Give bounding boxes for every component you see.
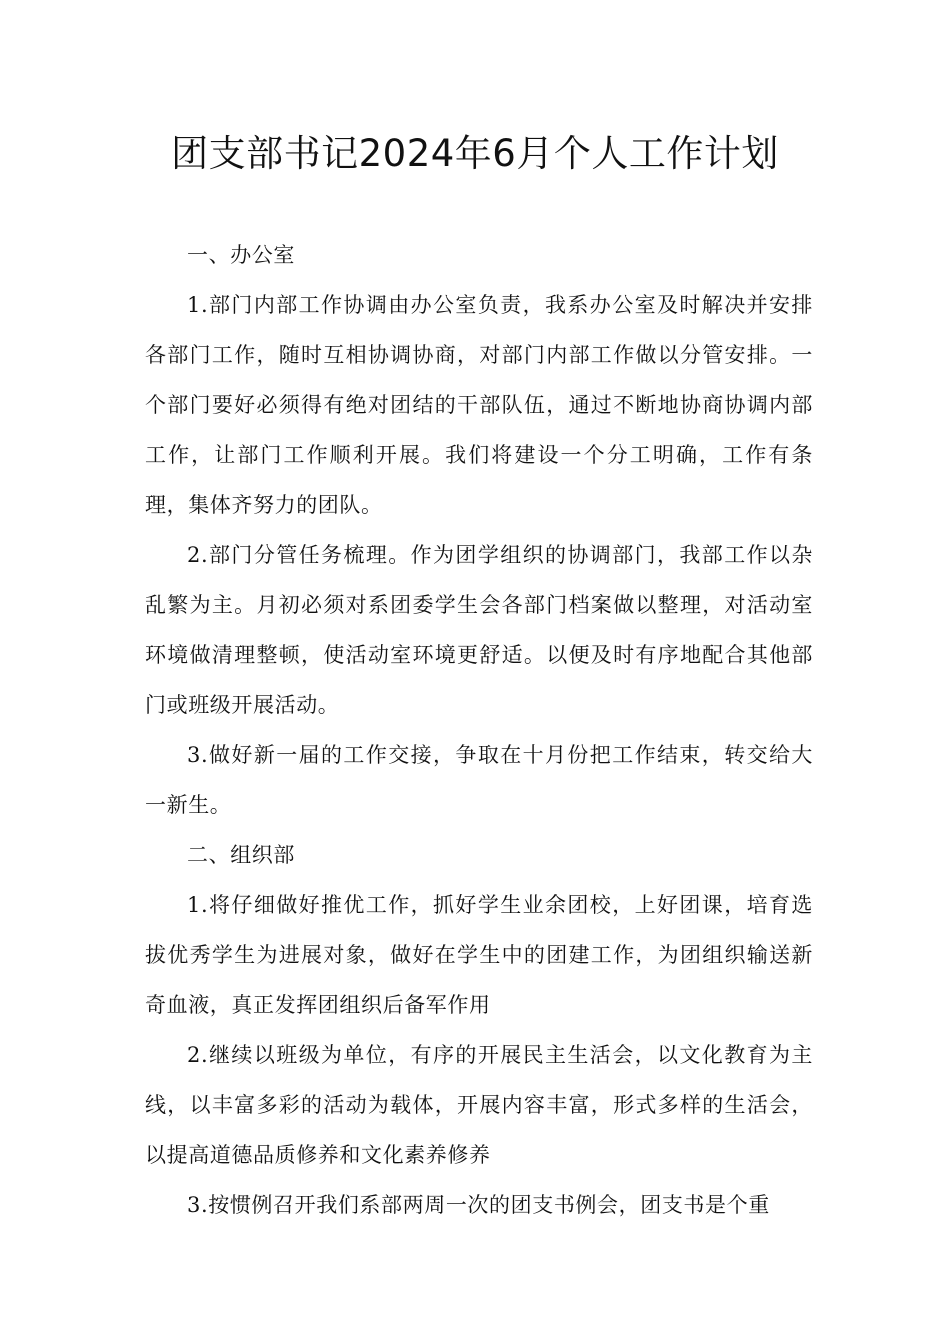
section-heading-office: 一、办公室 <box>187 243 295 267</box>
page-title: 团支部书记2024年6月个人工作计划 <box>171 132 779 175</box>
paragraph-organization-2: 2.继续以班级为单位，有序的开展民主生活会，以文化教育为主线，以丰富多彩的活动为载体，开展内容丰富，形式多样的生活会，以提高道德品质修养和文化素养修养 <box>145 1043 813 1167</box>
paragraph-office-3: 3.做好新一届的工作交接，争取在十月份把工作结束，转交给大一新生。 <box>145 743 813 817</box>
paragraph-office-1: 1.部门内部工作协调由办公室负责，我系办公室及时解决并安排各部门工作，随时互相协调协商，对部门内部工作做以分管安排。一个部门要好必须得有绝对团结的干部队伍，通过不断地协商协调内部工作，让部门工作顺利开展。我们将建设一个分工明确，工作有条理，集体齐努力的团队。 <box>145 293 813 517</box>
document-body <box>145 230 813 1230</box>
paragraph-organization-3: 3.按惯例召开我们系部两周一次的团支书例会，团支书是个重 <box>187 1193 770 1217</box>
paragraph-office-2: 2.部门分管任务梳理。作为团学组织的协调部门，我部工作以杂乱繁为主。月初必须对系团委学生会各部门档案做以整理，对活动室环境做清理整顿，使活动室环境更舒适。以便及时有序地配合其他部门或班级开展活动。 <box>145 543 813 717</box>
paragraph-organization-1: 1.将仔细做好推优工作，抓好学生业余团校，上好团课，培育选拔优秀学生为进展对象，做好在学生中的团建工作，为团组织输送新奇血液，真正发挥团组织后备军作用 <box>145 893 813 1017</box>
section-heading-organization: 二、组织部 <box>187 843 295 867</box>
